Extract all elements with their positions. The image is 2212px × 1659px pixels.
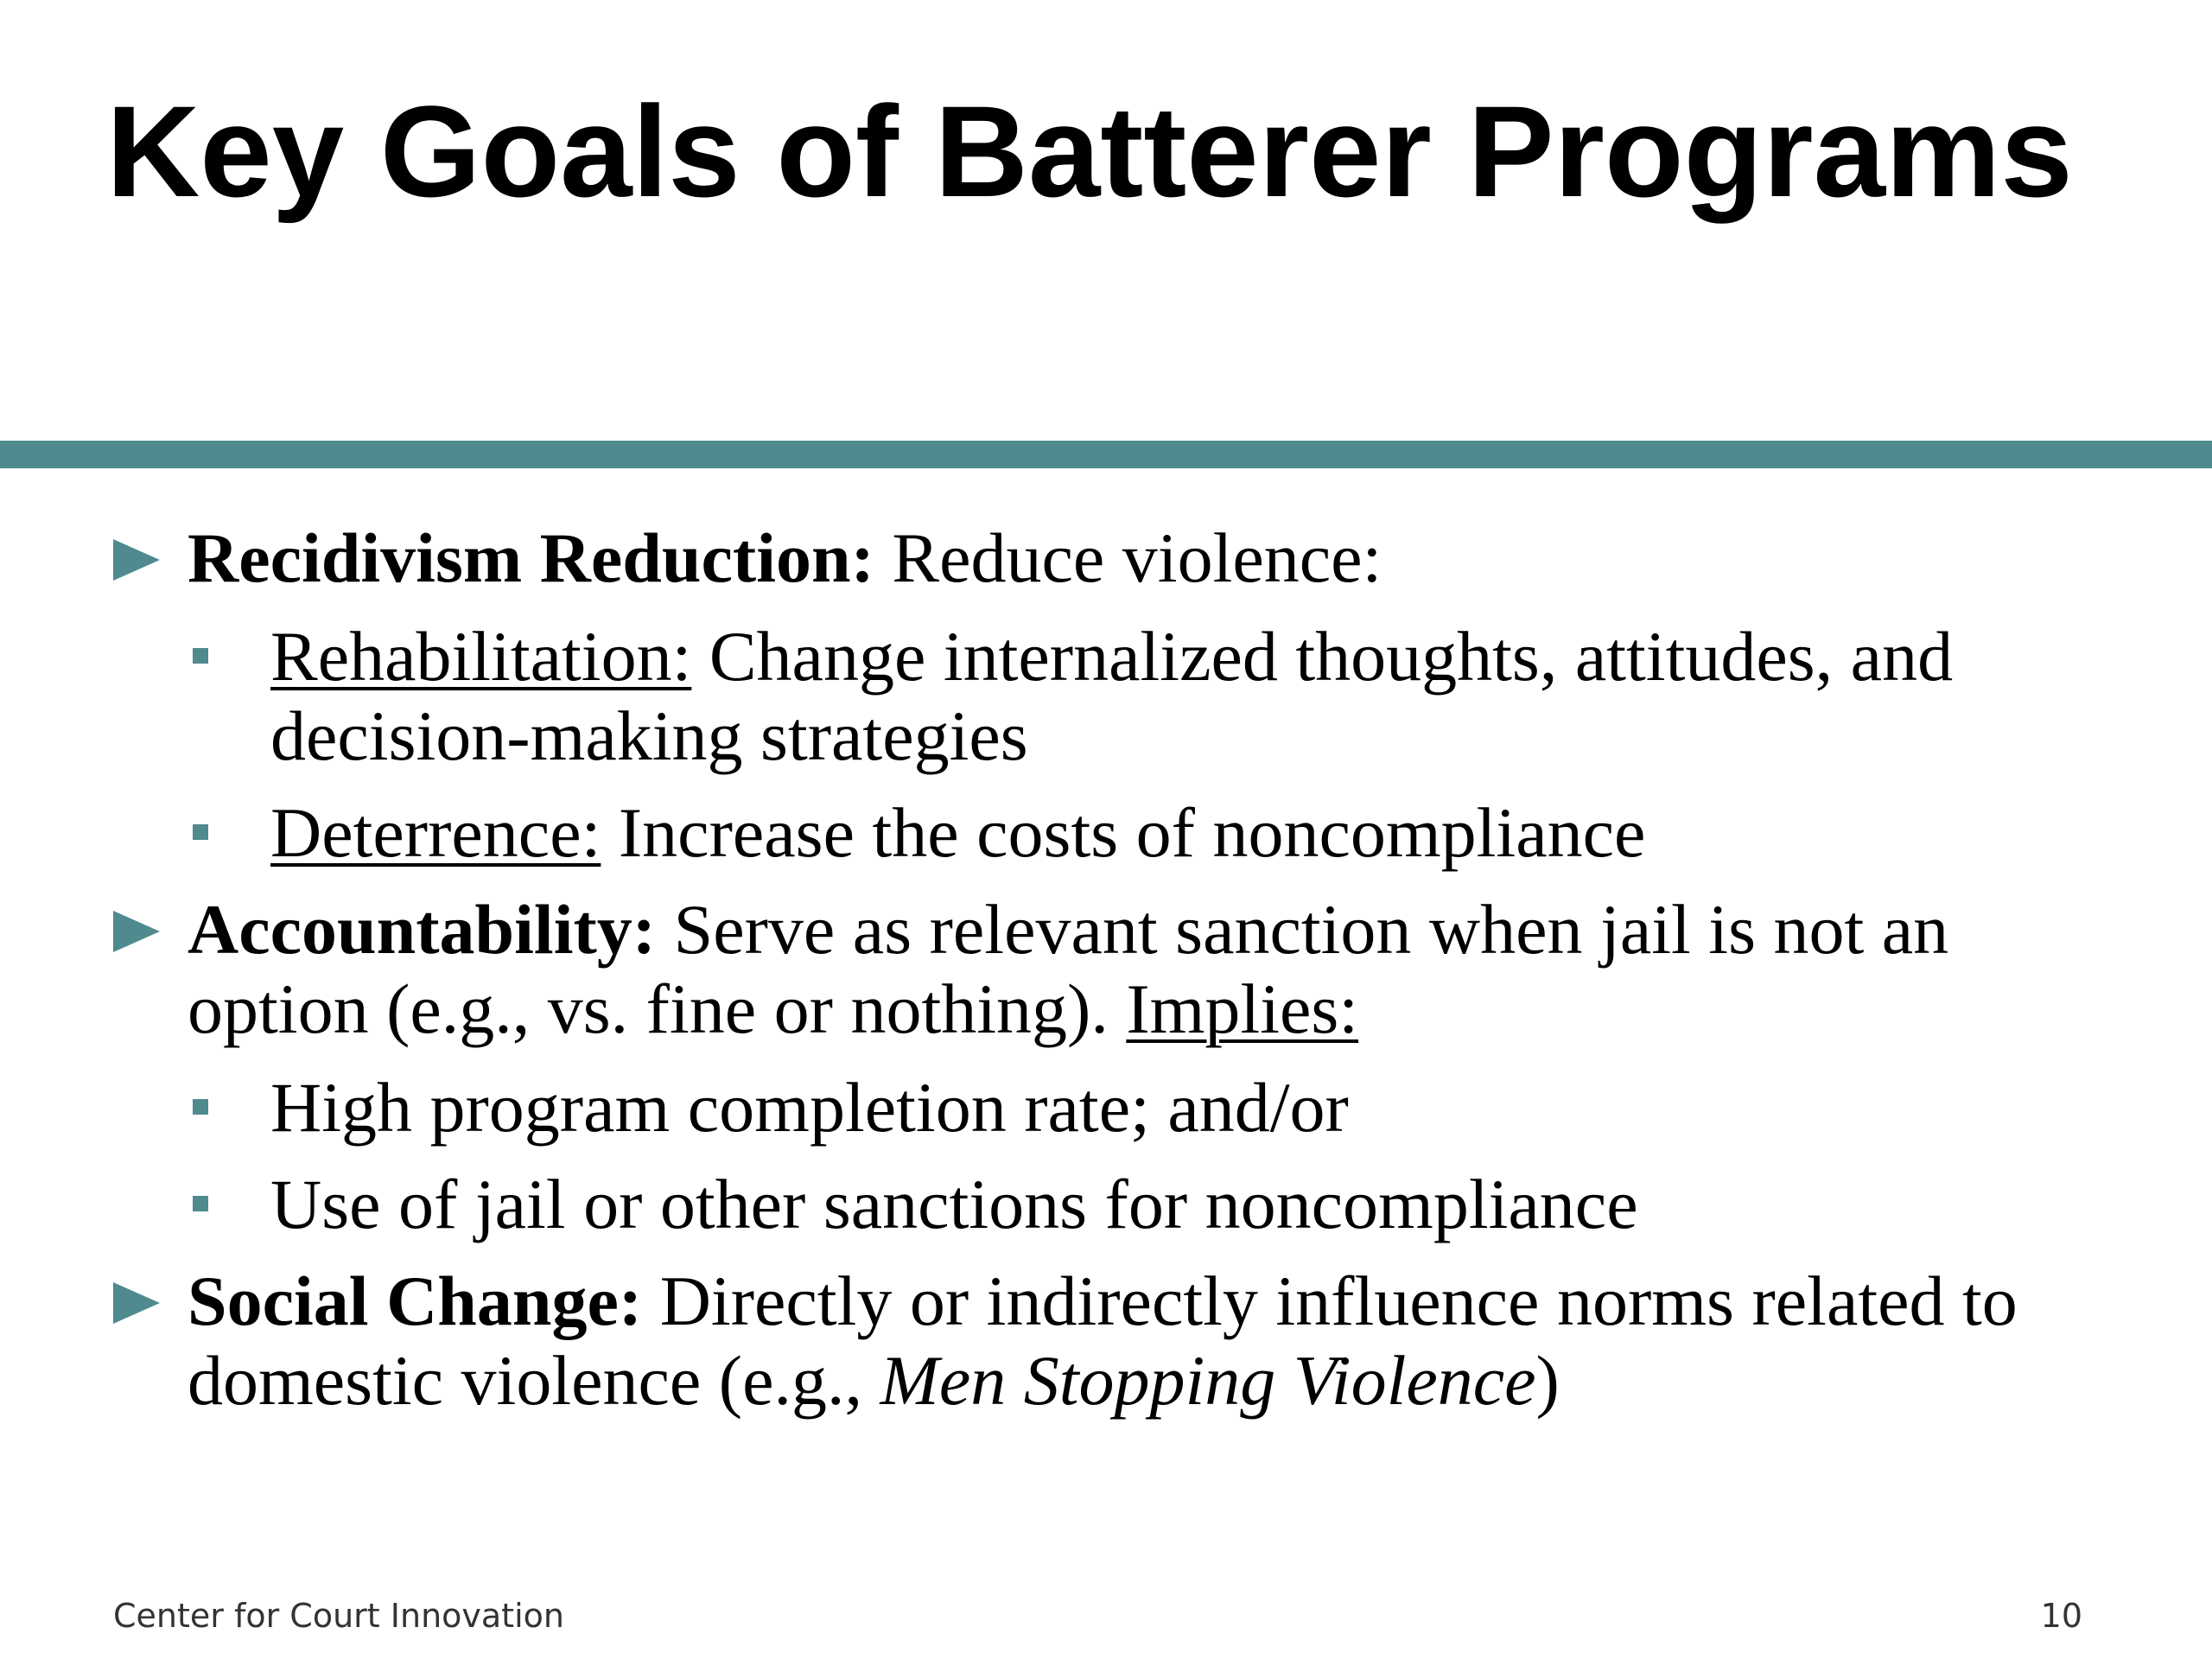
bullet-social-change <box>188 1262 2123 1421</box>
sub-bullet-deterrence <box>270 793 2128 873</box>
bullet-text: Reduce violence: <box>874 518 1382 597</box>
triangle-bullet-icon <box>113 539 160 581</box>
title-divider <box>0 441 2212 468</box>
bullet-text: Directly or indirectly influence norms related to domestic violence (e.g., <box>188 1262 2018 1420</box>
sub-bullet-sanctions <box>270 1165 2128 1244</box>
page-number: 10 <box>2040 1597 2082 1635</box>
sub-bullet-text: High program completion rate; and/or <box>270 1068 1349 1147</box>
sub-bullet-rehabilitation <box>270 617 2128 776</box>
square-bullet-icon <box>193 1196 208 1211</box>
footer-organization: Center for Court Innovation <box>113 1597 564 1635</box>
sub-bullet-completion-rate <box>270 1068 2128 1147</box>
bullet-heading: Social Change: <box>188 1262 643 1340</box>
slide-title: Key Goals of Batterer Programs <box>106 79 2073 224</box>
sub-bullet-text: Increase the costs of noncompliance <box>601 793 1646 872</box>
square-bullet-icon <box>193 1099 208 1115</box>
bullet-recidivism-reduction <box>188 518 2123 598</box>
bullet-accountability <box>188 890 2123 1049</box>
bullet-heading: Recidivism Reduction: <box>188 518 874 597</box>
bullet-heading: Accountability: <box>188 890 657 969</box>
bullet-implies-label: Implies: <box>1126 969 1359 1048</box>
sub-bullet-text: Use of jail or other sanctions for noncompliance <box>270 1165 1638 1243</box>
triangle-bullet-icon <box>113 1282 160 1324</box>
bullet-example-italic: Men Stopping Violence <box>880 1341 1536 1420</box>
square-bullet-icon <box>193 648 208 664</box>
sub-bullet-heading: Rehabilitation: <box>270 617 692 696</box>
triangle-bullet-icon <box>113 911 160 952</box>
bullet-text: Serve as relevant sanction when jail is not an option (e.g., vs. fine or nothing). <box>188 890 1949 1048</box>
sub-bullet-heading: Deterrence: <box>270 793 601 872</box>
sub-bullet-text: Change internalized thoughts, attitudes, and decision-making strategies <box>270 617 1954 775</box>
square-bullet-icon <box>193 824 208 840</box>
bullet-tail: ) <box>1535 1341 1560 1420</box>
